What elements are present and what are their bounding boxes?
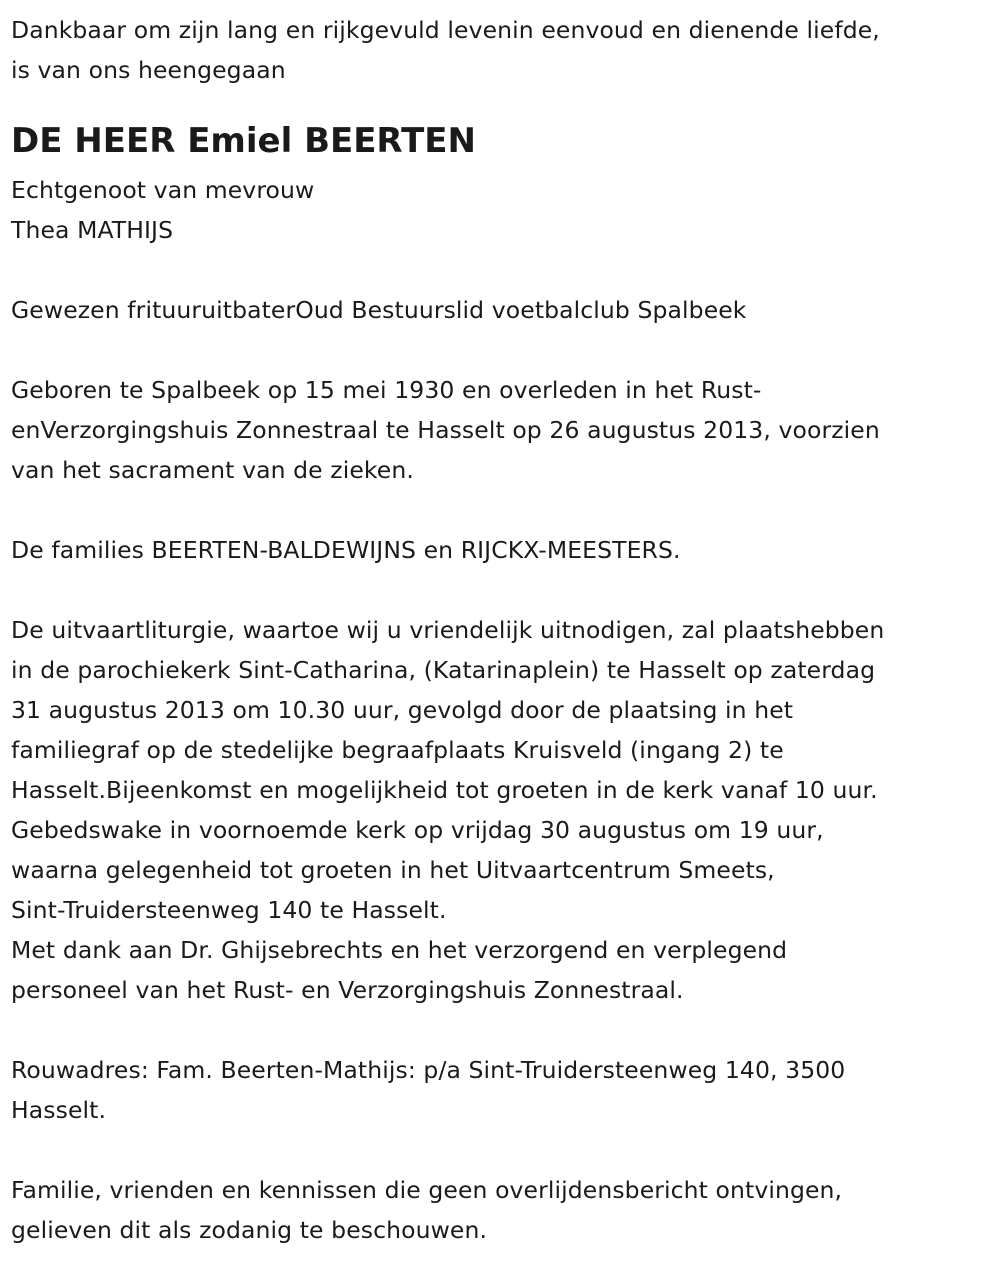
birth-death-line: van het sacrament van de zieken.	[11, 456, 414, 484]
closing-paragraph	[11, 1170, 988, 1250]
spouse-line: Thea MATHIJS	[11, 216, 174, 244]
funeral-line: 31 augustus 2013 om 10.30 uur, gevolgd door de plaatsing in het	[11, 696, 794, 724]
intro-paragraph	[11, 10, 988, 90]
spacer	[11, 1130, 988, 1170]
address-line: Rouwadres: Fam. Beerten-Mathijs: p/a Sint-Truidersteenweg 140, 3500	[11, 1056, 846, 1084]
funeral-line: Gebedswake in voornoemde kerk op vrijdag 30 augustus om 19 uur,	[11, 816, 824, 844]
spacer	[11, 330, 988, 370]
spacer	[11, 1010, 988, 1050]
occupation-line: Gewezen frituuruitbaterOud Bestuurslid voetbalclub Spalbeek	[11, 296, 747, 324]
address-line: Hasselt.	[11, 1096, 107, 1124]
address-paragraph	[11, 1050, 988, 1130]
thanks-line: Met dank aan Dr. Ghijsebrechts en het verzorgend en verplegend	[11, 936, 788, 964]
birth-death-line: Geboren te Spalbeek op 15 mei 1930 en overleden in het Rust-	[11, 376, 762, 404]
spacer	[11, 250, 988, 290]
closing-line: Familie, vrienden en kennissen die geen overlijdensbericht ontvingen,	[11, 1176, 843, 1204]
funeral-line: Sint-Truidersteenweg 140 te Hasselt.	[11, 896, 447, 924]
spacer	[11, 570, 988, 610]
funeral-line: familiegraf op de stedelijke begraafplaats Kruisveld (ingang 2) te	[11, 736, 784, 764]
deceased-name: DE HEER Emiel BEERTEN	[11, 121, 476, 161]
families-line: De families BEERTEN-BALDEWIJNS en RIJCKX-MEESTERS.	[11, 536, 681, 564]
birth-death-line: enVerzorgingshuis Zonnestraal te Hasselt op 26 augustus 2013, voorzien	[11, 416, 880, 444]
funeral-line: in de parochiekerk Sint-Catharina, (Katarinaplein) te Hasselt op zaterdag	[11, 656, 876, 684]
closing-line: gelieven dit als zodanig te beschouwen.	[11, 1216, 488, 1244]
spouse-line: Echtgenoot van mevrouw	[11, 176, 315, 204]
thanks-line: personeel van het Rust- en Verzorgingshuis Zonnestraal.	[11, 976, 684, 1004]
funeral-line: waarna gelegenheid tot groeten in het Uitvaartcentrum Smeets,	[11, 856, 775, 884]
funeral-line: Hasselt.Bijeenkomst en mogelijkheid tot groeten in de kerk vanaf 10 uur.	[11, 776, 878, 804]
funeral-paragraph	[11, 610, 988, 1010]
spacer	[11, 490, 988, 530]
birth-death-paragraph	[11, 370, 988, 490]
intro-line: is van ons heengegaan	[11, 56, 286, 84]
intro-line: Dankbaar om zijn lang en rijkgevuld levenin eenvoud en dienende liefde,	[11, 16, 880, 44]
spouse-paragraph	[11, 170, 988, 250]
funeral-line: De uitvaartliturgie, waartoe wij u vriendelijk uitnodigen, zal plaatshebben	[11, 616, 885, 644]
families-paragraph	[11, 530, 988, 570]
occupation-paragraph	[11, 290, 988, 330]
